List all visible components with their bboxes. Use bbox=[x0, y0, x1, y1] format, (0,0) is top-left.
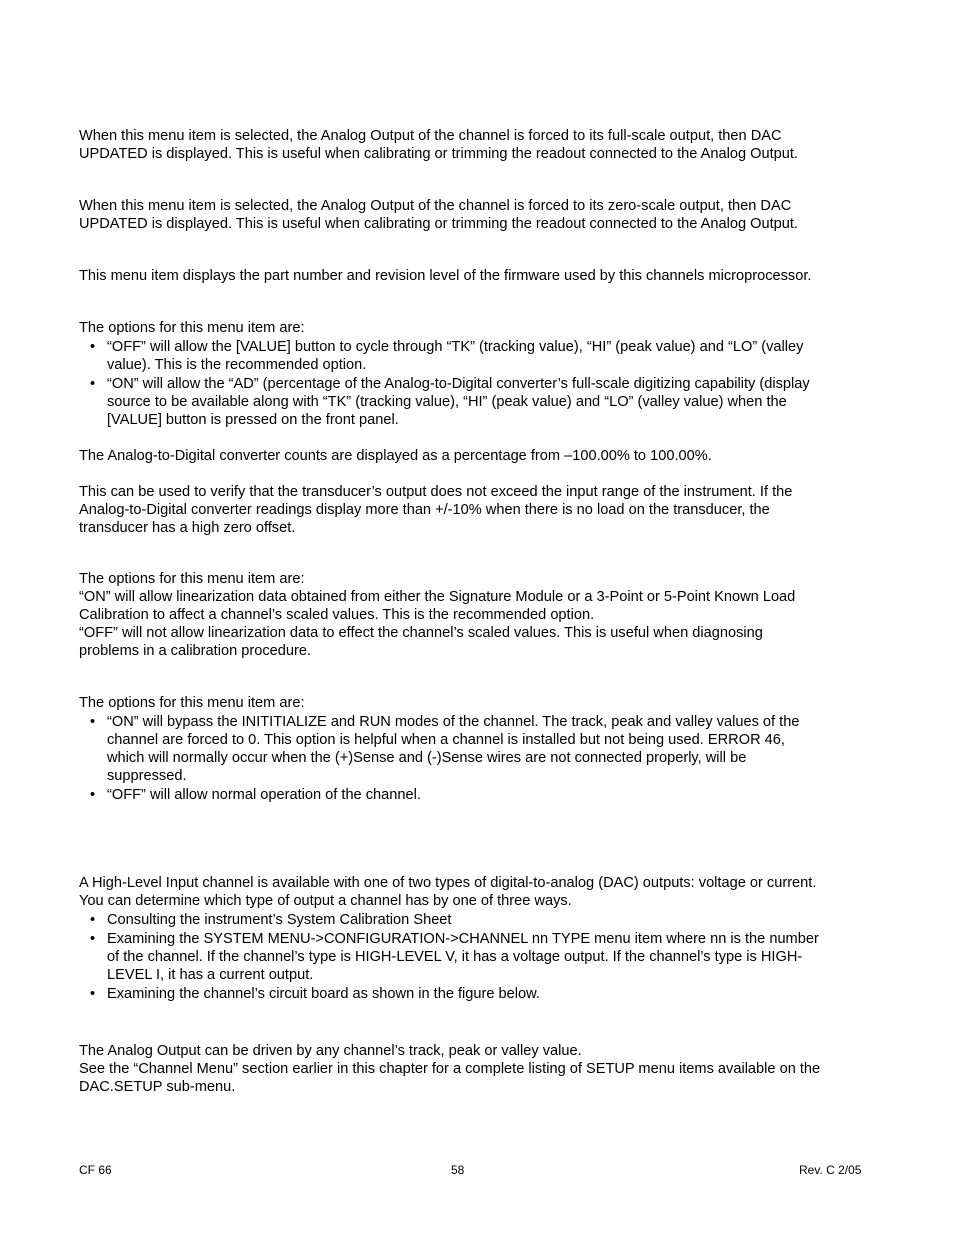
bullet-icon: • bbox=[90, 339, 96, 355]
text-line: problems in a calibration procedure. bbox=[79, 643, 312, 659]
text-line: The Analog Output can be driven by any channel’s track, peak or valley value. bbox=[79, 1043, 582, 1059]
text-line: This menu item displays the part number and revision level of the firmware used by this channels microprocessor. bbox=[79, 268, 812, 284]
bullet-icon: • bbox=[90, 986, 96, 1002]
text-line: See the “Channel Menu” section earlier in this chapter for a complete listing of SETUP menu items available on the bbox=[79, 1061, 821, 1077]
text-line: This can be used to verify that the transducer’s output does not exceed the input range of the instrument. If the bbox=[79, 484, 793, 500]
bullet-icon: • bbox=[90, 787, 96, 803]
bullet-line: “ON” will allow the “AD” (percentage of the Analog-to-Digital converter’s full-scale digitizing capability (display bbox=[107, 376, 810, 392]
text-line: Calibration to affect a channel’s scaled values. This is the recommended option. bbox=[79, 607, 595, 623]
bullet-line: Consulting the instrument’s System Calibration Sheet bbox=[107, 912, 452, 928]
text-line: A High-Level Input channel is available with one of two types of digital-to-analog (DAC) outputs: voltage or current. bbox=[79, 875, 817, 891]
text-line: The options for this menu item are: bbox=[79, 571, 305, 587]
text-line: The Analog-to-Digital converter counts are displayed as a percentage from –100.00% to 100.00%. bbox=[79, 448, 712, 464]
bullet-icon: • bbox=[90, 931, 96, 947]
bullet-line: [VALUE] button is pressed on the front panel. bbox=[107, 412, 399, 428]
bullet-line: which will normally occur when the (+)Sense and (-)Sense wires are not connected properly, will be bbox=[107, 750, 747, 766]
page-number: 58 bbox=[451, 1163, 465, 1177]
bullet-line: Examining the SYSTEM MENU->CONFIGURATION->CHANNEL nn TYPE menu item where nn is the number bbox=[107, 931, 819, 947]
bullet-line: LEVEL I, it has a current output. bbox=[107, 967, 314, 983]
bullet-line: “ON” will bypass the INITITIALIZE and RUN modes of the channel. The track, peak and valley values of the bbox=[107, 714, 800, 730]
text-line: “ON” will allow linearization data obtained from either the Signature Module or a 3-Point or 5-Point Known Load bbox=[79, 589, 796, 605]
text-line: UPDATED is displayed. This is useful when calibrating or trimming the readout connected to the Analog Output. bbox=[79, 146, 798, 162]
bullet-line: “OFF” will allow normal operation of the channel. bbox=[107, 787, 421, 803]
options-intro: The options for this menu item are: bbox=[79, 695, 305, 711]
bullet-line: source to be available along with “TK” (tracking value), “HI” (peak value) and “LO” (valley value) when the bbox=[107, 394, 787, 410]
bullet-line: value). This is the recommended option. bbox=[107, 357, 367, 373]
options-intro: The options for this menu item are: bbox=[79, 320, 305, 336]
bullet-line: of the channel. If the channel’s type is HIGH-LEVEL V, it has a voltage output. If the channel’s type is HIGH- bbox=[107, 949, 803, 965]
bullet-line: “OFF” will allow the [VALUE] button to cycle through “TK” (tracking value), “HI” (peak value) and “LO” (valley bbox=[107, 339, 804, 355]
text-line: Analog-to-Digital converter readings display more than +/-10% when there is no load on the transducer, the bbox=[79, 502, 770, 518]
footer-revision: Rev. C 2/05 bbox=[799, 1163, 862, 1177]
bullet-icon: • bbox=[90, 376, 96, 392]
footer-doc-id: CF 66 bbox=[79, 1163, 112, 1177]
text-line: transducer has a high zero offset. bbox=[79, 520, 296, 536]
text-line: UPDATED is displayed. This is useful when calibrating or trimming the readout connected to the Analog Output. bbox=[79, 216, 798, 232]
bullet-icon: • bbox=[90, 714, 96, 730]
bullet-line: suppressed. bbox=[107, 768, 187, 784]
bullet-line: channel are forced to 0. This option is helpful when a channel is installed but not being used. ERROR 46, bbox=[107, 732, 785, 748]
bullet-line: Examining the channel’s circuit board as shown in the figure below. bbox=[107, 986, 540, 1002]
text-line: When this menu item is selected, the Analog Output of the channel is forced to its zero-scale output, then DAC bbox=[79, 198, 792, 214]
text-line: “OFF” will not allow linearization data to effect the channel’s scaled values. This is useful when diagnosing bbox=[79, 625, 763, 641]
bullet-icon: • bbox=[90, 912, 96, 928]
text-line: When this menu item is selected, the Analog Output of the channel is forced to its full-scale output, then DAC bbox=[79, 128, 782, 144]
text-line: You can determine which type of output a channel has by one of three ways. bbox=[79, 893, 572, 909]
text-line: DAC.SETUP sub-menu. bbox=[79, 1079, 236, 1095]
